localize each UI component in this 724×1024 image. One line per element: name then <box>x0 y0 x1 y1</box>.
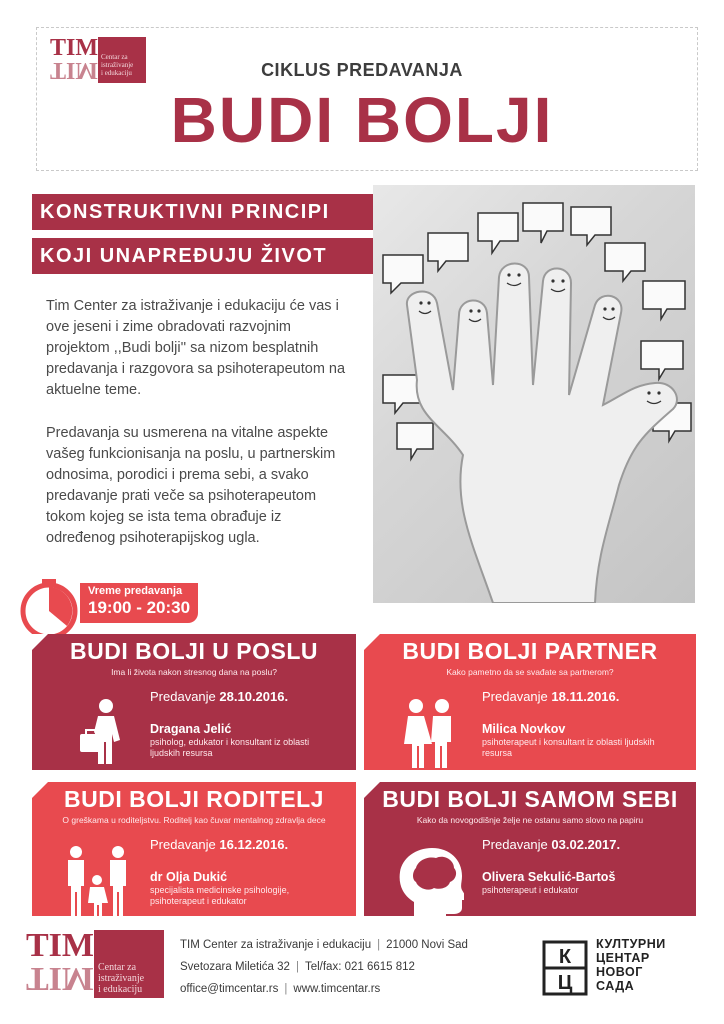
card-subtitle: Kako da novogodišnje želje ne ostanu samo slovo na papiru <box>416 815 644 825</box>
couple-icon <box>394 698 464 770</box>
card-date: Predavanje 28.10.2016. <box>150 689 289 704</box>
lecture-time-tag <box>80 583 198 623</box>
lecture-time-label: Vreme predavanja <box>88 585 183 597</box>
hand-illustration <box>373 185 695 603</box>
card-title: BUDI BOLJI PARTNER <box>402 638 658 664</box>
org-phone: Tel/fax: 021 6615 812 <box>304 961 415 973</box>
series-kicker: CIKLUS PREDAVANJA <box>261 60 463 80</box>
card-speaker-role: psihoterapeut i konsultant iz oblasti ljudskih resursa <box>482 737 655 758</box>
tim-logo-text: Centar za istraživanje i edukaciju <box>98 37 146 83</box>
lecture-card-work <box>32 634 356 770</box>
card-speaker-role: psiholog, edukator i konsultant iz oblasti ljudskih resursa <box>150 737 310 758</box>
lecture-card-partner <box>364 634 696 770</box>
card-title: BUDI BOLJI RODITELJ <box>64 786 324 812</box>
kcns-logo-text: КУЛТУРНИ ЦЕНТАР НОВОГ САДА <box>596 937 666 993</box>
contact-line-3: office@timcentar.rs | www.timcentar.rs <box>180 983 381 995</box>
card-subtitle: Ima li života nakon stresnog dana na poslu? <box>111 667 277 677</box>
family-icon <box>62 846 132 918</box>
intro-text <box>46 296 346 571</box>
lecture-card-parent <box>32 782 356 916</box>
lecture-card-self <box>364 782 696 916</box>
contact-line-1: TIM Center za istraživanje i edukaciju | 21000 Novi Sad <box>180 939 468 951</box>
card-date: Predavanje 16.12.2016. <box>150 837 289 852</box>
card-speaker-role: specijalista medicinske psihologije, psihoterapeut i edukator <box>150 885 290 906</box>
kcns-logo-icon <box>540 938 590 998</box>
contact-line-2: Svetozara Miletića 32 | Tel/fax: 021 6615 812 <box>180 961 415 973</box>
tim-logo-mark: TIM TIM <box>50 35 98 83</box>
card-speaker: Dragana Jelić <box>150 722 232 736</box>
page-title: BUDI BOLJI <box>170 84 554 156</box>
card-title: BUDI BOLJI SAMOM SEBI <box>382 786 678 812</box>
businessman-briefcase-icon <box>62 698 132 770</box>
card-date: Predavanje 03.02.2017. <box>482 837 621 852</box>
tim-footer-logo-mark: TIM TIM <box>26 927 94 997</box>
card-date: Predavanje 18.11.2016. <box>482 689 620 704</box>
head-brain-icon <box>394 846 464 918</box>
banner-principles: KONSTRUKTIVNI PRINCIPI <box>32 194 392 230</box>
card-speaker-role: psihoterapeut i edukator <box>482 885 579 895</box>
tim-footer-logo <box>26 927 166 998</box>
tim-footer-logo-text: Centar za istraživanje i edukaciju <box>94 930 164 998</box>
card-subtitle: O greškama u roditeljstvu. Roditelj kao čuvar mentalnog zdravlja dece <box>62 815 326 825</box>
contact-info <box>180 934 520 1000</box>
org-street: Svetozara Miletića 32 <box>180 961 290 973</box>
org-name: TIM Center za istraživanje i edukaciju <box>180 939 372 951</box>
hand-fingers-speech-bubbles-photo <box>373 185 695 603</box>
card-speaker: Milica Novkov <box>482 722 566 736</box>
kcns-logo-letter-c: Ц <box>557 972 573 994</box>
org-email-link[interactable]: office@timcentar.rs <box>180 983 279 995</box>
card-speaker: dr Olja Dukić <box>150 870 228 884</box>
clock-icon <box>18 578 80 640</box>
intro-paragraph-2: Predavanja su usmerena na vitalne aspekte vašeg funkcionisanja na poslu, u partnerskim odnosima, porodici i prema sebi, a svako predavanje prati veče sa psihoterapeutom tokom kojeg se ista tema obrađuje iz određenog psihoterapijskog ugla. <box>46 425 336 546</box>
card-title: BUDI BOLJI U POSLU <box>70 638 318 664</box>
kcns-logo-letter-k: К <box>558 946 572 968</box>
lecture-time-value: 19:00 - 20:30 <box>88 598 191 617</box>
intro-paragraph-1: Tim Center za istraživanje i edukaciju će vas i ove jeseni i zime obradovati razvojnim projektom ,,Budi bolji'' sa nizom besplatnih predavanja i razgovora sa psihoterapeutom na aktuelne teme. <box>46 298 346 398</box>
org-website-link[interactable]: www.timcentar.rs <box>293 983 381 995</box>
org-city: 21000 Novi Sad <box>386 939 468 951</box>
card-subtitle: Kako pametno da se svađate sa partnerom? <box>446 667 614 677</box>
banner-improve-life: KOJI UNAPREĐUJU ŽIVOT <box>32 238 382 274</box>
card-speaker: Olivera Sekulić-Bartoš <box>482 870 616 884</box>
